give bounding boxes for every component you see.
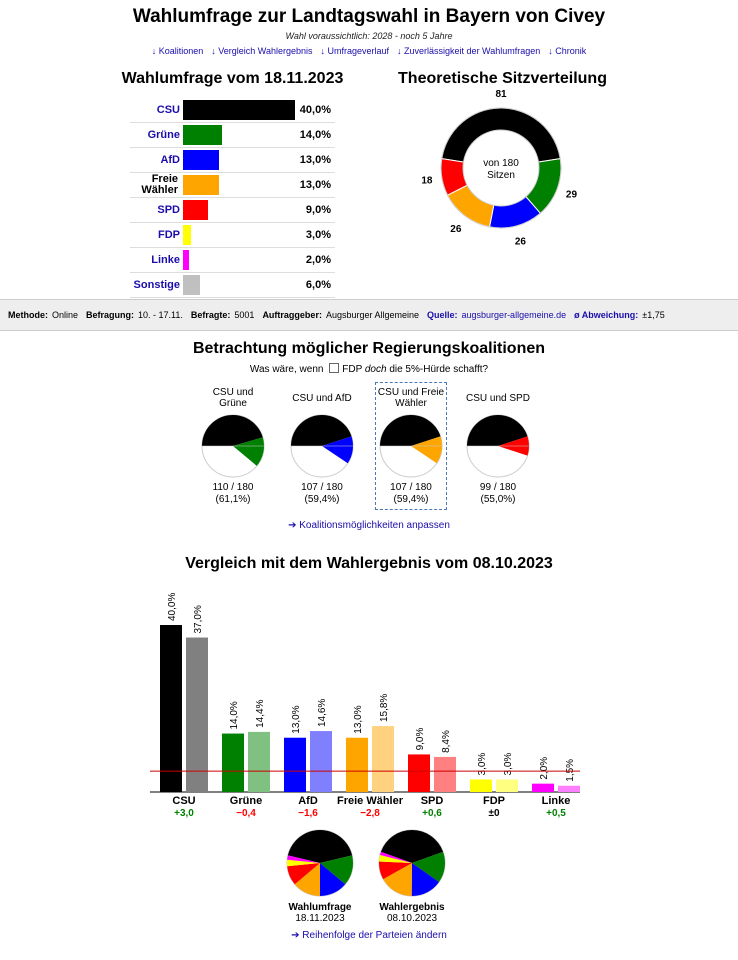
poll-row: [130, 173, 335, 198]
bar-value-label: 9,0%: [415, 727, 426, 751]
mini-pie-date: 18.11.2023: [295, 913, 345, 924]
method-label: Befragte:: [190, 310, 231, 320]
poll-row: [130, 248, 335, 273]
nav-link-0[interactable]: ↓ Koalitionen: [151, 46, 204, 56]
party-name[interactable]: AfD: [160, 153, 180, 166]
coalition-question-post: die 5%-Hürde schafft?: [389, 364, 489, 375]
bar-value-label: 15,8%: [379, 693, 390, 723]
mini-pie: [372, 827, 452, 899]
poll-value: 40,0%: [299, 104, 331, 116]
poll-table: [130, 98, 335, 298]
method-value: 10. - 17.11.: [138, 310, 183, 320]
reorder-parties-link[interactable]: ➔ Reihenfolge der Parteien ändern: [291, 930, 447, 941]
poll-bar: [183, 125, 222, 145]
mini-pie-title: Wahlumfrage: [288, 902, 352, 913]
coalition-label: CSU und Grüne: [212, 387, 254, 409]
coalition-question: [0, 363, 738, 375]
mini-pie-date: 08.10.2023: [386, 913, 438, 924]
coalition-label: CSU und AfD: [292, 392, 352, 404]
method-value: 5001: [234, 310, 255, 320]
fdp-checkbox[interactable]: [329, 363, 339, 373]
method-item: [262, 310, 419, 320]
poll-bar: [183, 150, 219, 170]
coalition-pie: [463, 413, 533, 479]
poll-row: [130, 198, 335, 223]
method-value: ±1,75: [642, 310, 665, 320]
poll-row: [130, 223, 335, 248]
poll-bar: [470, 779, 492, 792]
poll-value: 13,0%: [299, 154, 331, 166]
mini-pie-card[interactable]: [372, 827, 452, 924]
category-label: Linke: [541, 795, 571, 807]
difference-label: ±0: [488, 808, 500, 819]
poll-bar: [183, 100, 295, 120]
method-value: Online: [52, 310, 79, 320]
bar-value-label: 14,0%: [229, 701, 240, 730]
poll-bar: [284, 738, 306, 792]
bar-value-label: 8,4%: [441, 730, 452, 753]
method-value: Augsburger Allgemeine: [325, 310, 420, 320]
poll-bar: [160, 625, 182, 792]
coalition-card[interactable]: [463, 383, 533, 506]
poll-value: 3,0%: [305, 229, 331, 241]
method-item: [191, 310, 255, 320]
difference-label: +3,0: [174, 808, 194, 819]
category-label: FDP: [483, 795, 505, 807]
coalition-percent: (59,4%): [393, 494, 429, 505]
nav-link-1[interactable]: ↓ Vergleich Wahlergebnis: [211, 46, 313, 56]
difference-label: +0,5: [546, 808, 566, 819]
seat-distribution-chart: [400, 88, 605, 248]
method-label: Befragung:: [86, 310, 135, 320]
coalition-pie: [198, 413, 268, 479]
coalition-pie: [287, 413, 357, 479]
seat-label: 26: [514, 236, 526, 248]
mini-pie-card[interactable]: [280, 827, 360, 924]
category-label: Grüne: [229, 795, 263, 807]
coalition-card[interactable]: [198, 383, 268, 506]
difference-label: −1,6: [298, 808, 318, 819]
bar-value-label: 3,0%: [503, 752, 514, 776]
seat-label: 29: [565, 189, 578, 201]
result-bar: [186, 638, 208, 792]
poll-bar: [346, 738, 368, 792]
coalition-title: Betrachtung möglicher Regierungskoalitionen: [192, 340, 546, 357]
seat-label: 26: [450, 223, 462, 235]
bar-value-label: 14,6%: [317, 698, 328, 728]
party-name[interactable]: Grüne: [147, 128, 180, 141]
result-bar: [558, 786, 580, 792]
method-item: [574, 310, 665, 320]
poll-bar: [222, 734, 244, 792]
poll-row: [130, 123, 335, 148]
party-name: Freie Wähler: [141, 173, 178, 196]
poll-bar: [183, 250, 189, 270]
bar-value-label: 2,0%: [539, 756, 550, 780]
result-bar: [310, 731, 332, 792]
doch-word: doch: [364, 364, 387, 375]
party-name[interactable]: CSU: [156, 103, 180, 116]
method-item: [427, 310, 566, 320]
bar-value-label: 3,0%: [477, 752, 488, 776]
poll-bar: [183, 175, 219, 195]
poll-value: 2,0%: [305, 254, 331, 266]
party-name[interactable]: SPD: [157, 203, 180, 216]
nav-link-3[interactable]: ↓ Zuverlässigkeit der Wahlumfragen: [397, 46, 541, 56]
method-item: [86, 310, 183, 320]
method-bar: [0, 299, 738, 331]
bar-value-label: 14,4%: [255, 699, 266, 728]
poll-value: 14,0%: [299, 129, 331, 141]
method-label: Auftraggeber:: [262, 310, 322, 320]
poll-row: [130, 98, 335, 123]
bar-value-label: 1,5%: [565, 758, 576, 782]
adjust-coalitions-link[interactable]: ➔ Koalitionsmöglichkeiten anpassen: [288, 520, 450, 531]
coalition-pie: [376, 413, 446, 479]
coalition-seats: 99 / 180: [479, 482, 517, 493]
result-bar: [434, 757, 456, 792]
poll-bar: [532, 784, 554, 792]
party-name[interactable]: FDP: [158, 228, 180, 241]
bar-value-label: 40,0%: [167, 592, 178, 621]
difference-label: −2,8: [360, 808, 380, 819]
mini-pie: [280, 827, 360, 899]
category-label: Freie Wähler: [336, 795, 404, 807]
method-item: [8, 310, 78, 320]
coalition-card[interactable]: [287, 383, 357, 506]
result-bar: [248, 732, 270, 792]
method-label: ø Abweichung:: [574, 310, 639, 320]
seat-center-text: von 180: [483, 158, 519, 169]
poll-value: 13,0%: [299, 179, 331, 191]
result-bar: [372, 726, 394, 792]
mini-pie-title: Wahlergebnis: [379, 902, 445, 913]
result-bar: [496, 779, 518, 792]
difference-label: +0,6: [422, 808, 442, 819]
coalition-question-pre: Was wäre, wenn: [249, 364, 324, 375]
nav-link-4[interactable]: ↓ Chronik: [548, 46, 587, 56]
category-label: SPD: [420, 795, 444, 807]
poll-bar: [183, 275, 200, 295]
seats-title: Theoretische Sitzverteilung: [398, 70, 607, 87]
method-value[interactable]: augsburger-allgemeine.de: [461, 310, 567, 320]
fdp-label: FDP: [342, 364, 363, 375]
coalition-percent: (61,1%): [215, 494, 251, 505]
coalition-seats: 107 / 180: [301, 482, 343, 493]
party-name[interactable]: Linke: [151, 253, 180, 266]
coalition-percent: (59,4%): [304, 494, 340, 505]
party-name[interactable]: Sonstige: [133, 278, 180, 291]
nav-link-2[interactable]: ↓ Umfrageverlauf: [320, 46, 390, 56]
poll-value: 6,0%: [305, 279, 331, 291]
coalition-label: CSU und SPD: [466, 392, 530, 404]
poll-row: [130, 273, 335, 298]
poll-bar: [183, 225, 191, 245]
page-title: Wahlumfrage zur Landtagswahl in Bayern von Civey: [132, 6, 606, 27]
seat-label: 81: [495, 89, 507, 100]
compare-title: Vergleich mit dem Wahlergebnis vom 08.10.2023: [185, 555, 553, 572]
election-date-note: Wahl voraussichtlich: 2028 - noch 5 Jahre: [285, 31, 453, 41]
poll-value: 9,0%: [305, 204, 331, 216]
poll-bar: [183, 200, 208, 220]
seat-label: 18: [421, 175, 433, 187]
bar-value-label: 13,0%: [353, 705, 364, 734]
coalition-seats: 110 / 180: [212, 482, 254, 493]
category-label: CSU: [172, 795, 196, 807]
category-label: AfD: [298, 795, 318, 807]
difference-label: −0,4: [236, 808, 256, 819]
coalition-label: CSU und Freie Wähler: [377, 387, 445, 409]
coalition-card[interactable]: [375, 382, 447, 510]
bar-value-label: 13,0%: [291, 705, 302, 734]
section-nav: [0, 46, 738, 56]
poll-row: [130, 148, 335, 173]
poll-title: Wahlumfrage vom 18.11.2023: [121, 70, 344, 87]
method-label: Quelle:: [427, 310, 458, 320]
comparison-chart: [150, 575, 590, 825]
method-label: Methode:: [8, 310, 48, 320]
bar-value-label: 37,0%: [193, 605, 204, 634]
coalition-seats: 107 / 180: [390, 482, 432, 493]
poll-bar: [408, 754, 430, 792]
coalition-percent: (55,0%): [480, 494, 516, 505]
seat-center-text: Sitzen: [487, 170, 515, 181]
